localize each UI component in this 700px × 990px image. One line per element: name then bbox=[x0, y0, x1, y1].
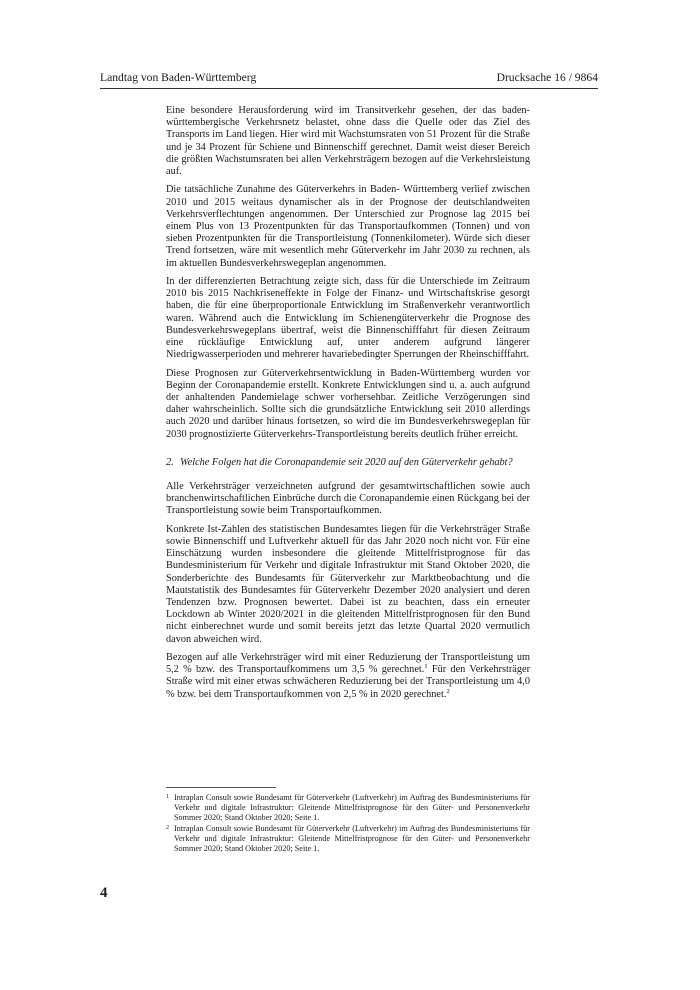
footnote-text: Intraplan Consult sowie Bundesamt für Güterverkehr (Luftverkehr) im Auftrag des Bundesministeriums für Verkehr und digitale Infrastruktur: Gleitende Mittelfristprognose für den Güter- und Personenverkehr Sommer 2020; Stand Oktober 2020; Seite 1. bbox=[174, 793, 530, 822]
answer-text-part: Für den Verkehrsträger Straße wird mit einer etwas schwächeren Reduzierung bei der Transportleistung um 4,0 % bzw. bei dem Transportaufkommen von 2,5 % in 2020 gerechnet. bbox=[166, 664, 530, 700]
question bbox=[166, 457, 530, 469]
page-header bbox=[100, 71, 598, 85]
paragraph: Diese Prognosen zur Güterverkehrsentwicklung in Baden-Württemberg wurden vor Beginn der Coronapandemie erstellt. Konkrete Entwicklungen sind u. a. auch aufgrund der anhaltenden Pandemielage schwer vorhersehbar. Zeitliche Verzögerungen sind daher wahrscheinlich. Sollte sich die grundsätzliche Entwicklung seit 2010 allerdings auch 2020 und darüber hinaus fortsetzen, so wird die im Bundesverkehrswegeplan für 2030 prognostizierte Güterverkehrs-Transportleistung bereits deutlich früher erreicht. bbox=[166, 367, 530, 440]
footnote-text: Intraplan Consult sowie Bundesamt für Güterverkehr (Luftverkehr) im Auftrag des Bundesministeriums für Verkehr und digitale Infrastruktur: Gleitende Mittelfristprognose für den Güter- und Personenverkehr Sommer 2020; Stand Oktober 2020; Seite 1. bbox=[174, 824, 530, 853]
answer-text-part: Bezogen auf alle Verkehrsträger wird mit einer Reduzierung der Transportleistung um 5,2 % bzw. des Transportaufkommens um 3,5 % gerechnet. bbox=[166, 652, 530, 676]
footnote-ref[interactable]: 1 bbox=[424, 663, 428, 671]
question-number: 2. bbox=[166, 456, 174, 468]
footnote-number: 1 bbox=[166, 793, 170, 800]
header-divider bbox=[100, 88, 598, 89]
header-publisher: Landtag von Baden-Württemberg bbox=[100, 71, 257, 84]
paragraph: Eine besondere Herausforderung wird im Transitverkehr gesehen, der das baden-württembergische Verkehrsnetz belastet, ohne dass die Quelle oder das Ziel des Transports im Land liegen. Hier wird mit Wachstumsraten von 51 Prozent für die Straße und je 34 Prozent für Schiene und Binnenschiff gerechnet. Damit weist dieser Bereich die größten Wachstumsraten bei allen Verkehrsträgern bezogen auf die Verkehrsleistung auf. bbox=[166, 105, 530, 178]
document-body bbox=[166, 105, 530, 707]
header-document-number: Drucksache 16 / 9864 bbox=[496, 71, 598, 84]
answer-paragraph: Konkrete Ist-Zahlen des statistischen Bundesamtes liegen für die Verkehrsträger Straße sowie Binnenschiff und Luftverkehr aktuell für das Jahr 2020 noch nicht vor. Für eine Einschätzung wurden insbesondere die gleitende Mittelfristprognose für das Bundesministerium für Verkehr und digitale Infrastruktur mit Stand Oktober 2020, die Sonderberichte des Bundesamts für Güterverkehr zur Marktbeobachtung und die Mautstatistik des Bundesamtes für Güterverkehr Dezember 2020 analysiert und deren Tendenzen bzw. Prognosen bewertet. Dabei ist zu beachten, dass ein erneuter Lockdown ab Winter 2020/2021 in die gleitenden Mittelfristprognosen für den Bund nicht einberechnet wurde und somit bereits jetzt das letzte Quartal 2020 vermutlich davon abweichen wird. bbox=[166, 523, 530, 645]
footnote-number: 2 bbox=[166, 824, 170, 831]
paragraph: In der differenzierten Betrachtung zeigte sich, dass für die Unterschiede im Zeitraum 2010 bis 2015 Nachkriseneffekte in Folge der Finanz- und Wirtschaftskrise gesorgt haben, die für eine überproportionale Entwicklung im Straßenverkehr verantwortlich waren. Während auch die Entwicklung im Schienengüterverkehr die Prognose des Bundesverkehrswegeplans übertraf, weist die Binnenschifffahrt für diesen Zeitraum eine rückläufige Entwicklung auf, unter anderem aufgrund längerer Niedrigwasserperioden und mehrerer havariebedingter Sperrungen der Rheinschifffahrt. bbox=[166, 276, 530, 361]
footnote bbox=[166, 824, 530, 854]
footnote-divider bbox=[166, 787, 276, 788]
footnote bbox=[166, 793, 530, 823]
page-number: 4 bbox=[100, 885, 108, 901]
paragraph: Die tatsächliche Zunahme des Güterverkehrs in Baden- Württemberg verlief zwischen 2010 und 2015 weitaus dynamischer als in der Prognose der deutschlandweiten Verkehrsverflechtungen angenommen. Der Unterschied zur Prognose lag 2015 bei einem Plus von 13 Prozentpunkten für das Transportaufkommen (Tonnen) und von sieben Prozentpunkten für die Transportleistung (Tonnenkilometer). Würde sich dieser Trend fortsetzen, wäre mit wesentlich mehr Güterverkehr im Jahr 2030 zu rechnen, als im aktuellen Bundesverkehrswegeplan angenommen. bbox=[166, 184, 530, 269]
answer-paragraph-with-footnotes bbox=[166, 652, 530, 701]
question-text: Welche Folgen hat die Coronapandemie seit 2020 auf den Güterverkehr gehabt? bbox=[180, 456, 513, 468]
footnote-ref[interactable]: 2 bbox=[446, 687, 450, 695]
footnotes bbox=[166, 793, 530, 855]
answer-paragraph: Alle Verkehrsträger verzeichneten aufgrund der gesamtwirtschaftlichen sowie auch branchenwirtschaftlichen Einbrüche durch die Coronapandemie einen Rückgang bei der Transportleistung sowie beim Transportaufkommen. bbox=[166, 481, 530, 517]
